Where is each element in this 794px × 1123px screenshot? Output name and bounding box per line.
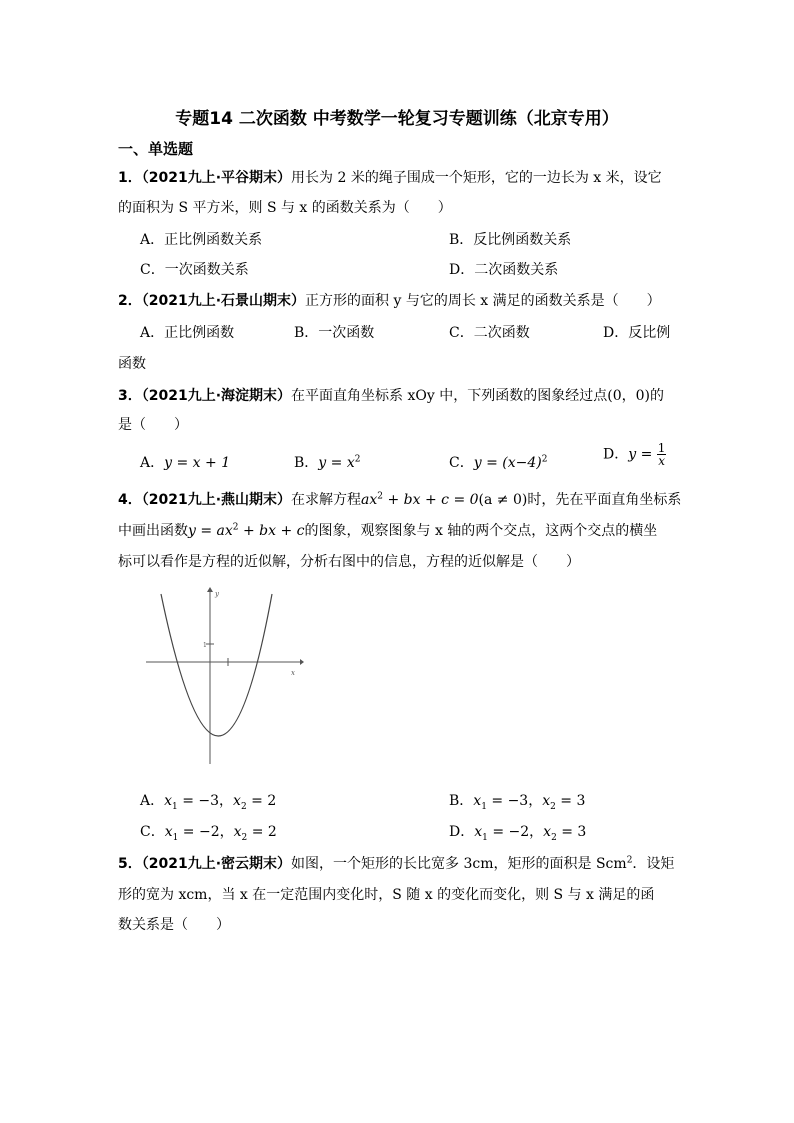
q4-option-d-sub1: 1 bbox=[482, 832, 488, 843]
q5-line1 bbox=[118, 853, 674, 873]
q4-option-c-label: C． bbox=[140, 824, 165, 840]
q4-option-d-label: D． bbox=[449, 824, 475, 840]
q3-line1 bbox=[118, 385, 664, 405]
q4-option-b-x1: x bbox=[473, 793, 482, 809]
q5-exp: 2 bbox=[626, 855, 633, 866]
q3-formula-c: y = (x−4) bbox=[473, 455, 542, 471]
q3-option-d bbox=[603, 442, 666, 467]
section-heading: 一、单选题 bbox=[118, 140, 194, 158]
q4-text1-post: 时，先在平面直角坐标系 bbox=[527, 492, 682, 508]
q4-option-a-label: A． bbox=[140, 793, 165, 809]
y-axis-arrow bbox=[207, 587, 213, 592]
q4-option-b-v1: = −3， bbox=[486, 793, 543, 809]
q4-option-a-v1: = −3， bbox=[177, 793, 234, 809]
y-unit-label: 1 bbox=[203, 642, 207, 649]
q2-source: （2021九上·石景山期末） bbox=[141, 293, 306, 309]
q3-option-a-label: A． bbox=[140, 455, 165, 471]
q4-line3: 标可以看作是方程的近似解，分析右图中的信息，方程的近似解是（ ） bbox=[118, 554, 580, 570]
q4-text1-pre: 在求解方程 bbox=[291, 492, 362, 508]
q2-line2: 函数 bbox=[118, 356, 146, 372]
q4-option-b-sub1: 1 bbox=[481, 801, 487, 812]
q2-text1: 正方形的面积 y 与它的周长 x 满足的函数关系是（ ） bbox=[305, 293, 661, 309]
q4-option-c bbox=[140, 821, 277, 841]
q3-option-a bbox=[140, 452, 230, 472]
q4-option-b-sub2: 2 bbox=[550, 801, 556, 812]
q3-formula-b: y = x bbox=[318, 455, 355, 471]
q4-option-d-x2: x bbox=[543, 824, 552, 840]
q1-text1: 用长为 2 米的绳子围成一个矩形，它的一边长为 x 米，设它 bbox=[291, 170, 662, 186]
q4-eq2b: + bx + c bbox=[238, 523, 305, 539]
q3-option-b-label: B． bbox=[294, 455, 319, 471]
q5-number: 5． bbox=[118, 856, 142, 872]
q4-option-a bbox=[140, 790, 276, 810]
q4-eq1b: + bx + c = 0 bbox=[383, 492, 479, 508]
q4-text2-pre: 中画出函数 bbox=[118, 523, 188, 539]
parabola-curve bbox=[161, 594, 272, 736]
q4-eq1c: (a ≠ 0) bbox=[478, 492, 528, 508]
q4-option-d bbox=[449, 821, 586, 841]
q4-option-b-label: B． bbox=[449, 793, 474, 809]
q3-text1: 在平面直角坐标系 xOy 中，下列函数的图象经过点(0，0)的 bbox=[291, 388, 664, 404]
q3-formula-a: y = x + 1 bbox=[164, 455, 231, 471]
q1-number: 1． bbox=[118, 170, 142, 186]
q3-line2: 是（ ） bbox=[118, 417, 188, 433]
q4-option-c-sub1: 1 bbox=[172, 832, 179, 843]
q3-fraction bbox=[657, 442, 667, 467]
q4-option-a-sub2: 2 bbox=[240, 801, 247, 812]
q5-line3: 数关系是（ ） bbox=[118, 917, 230, 933]
q1-line2: 的面积为 S 平方米，则 S 与 x 的函数关系为（ ） bbox=[118, 200, 452, 216]
q4-option-b-v2: = 3 bbox=[555, 793, 586, 809]
q3-source: （2021九上·海淀期末） bbox=[141, 388, 292, 404]
page-title: 专题14 二次函数 中考数学一轮复习专题训练（北京专用） bbox=[175, 109, 619, 129]
q4-eq2-exp: 2 bbox=[232, 522, 239, 533]
q2-option-a: A．正比例函数 bbox=[140, 325, 235, 341]
q4-source: （2021九上·燕山期末） bbox=[141, 492, 292, 508]
q3-formula-d: y = bbox=[628, 446, 653, 463]
q1-line1 bbox=[118, 167, 662, 187]
q4-option-a-x1: x bbox=[164, 793, 173, 809]
q4-option-c-sub2: 2 bbox=[241, 832, 248, 843]
q2-number: 2． bbox=[118, 293, 142, 309]
q2-line1 bbox=[118, 290, 661, 310]
y-axis-label: y bbox=[215, 590, 219, 598]
q2-option-c: C．二次函数 bbox=[449, 325, 530, 341]
x-axis-label: x bbox=[291, 669, 295, 677]
q1-option-a: A．正比例函数关系 bbox=[140, 232, 263, 248]
q3-frac-num: 1 bbox=[657, 441, 666, 455]
q2-option-d: D．反比例 bbox=[603, 325, 671, 341]
q4-option-d-v1: = −2， bbox=[487, 824, 544, 840]
q4-option-d-x1: x bbox=[474, 824, 483, 840]
q5-text1-pre: 如图，一个矩形的长比宽多 3cm，矩形的面积是 Scm bbox=[291, 856, 627, 872]
parabola-graph bbox=[144, 586, 304, 766]
q3-option-c bbox=[449, 452, 547, 472]
q4-number: 4． bbox=[118, 492, 142, 508]
q4-text2-post: 的图象，观察图象与 x 轴的两个交点，这两个交点的横坐 bbox=[304, 523, 658, 539]
q3-frac-den: x bbox=[658, 454, 665, 468]
q4-eq1: ax bbox=[361, 492, 378, 508]
q4-option-a-sub1: 1 bbox=[172, 801, 178, 812]
q4-option-a-v2: = 2 bbox=[246, 793, 277, 809]
q5-source: （2021九上·密云期末） bbox=[141, 856, 292, 872]
q4-eq2: y = ax bbox=[188, 523, 233, 539]
q3-option-d-label: D． bbox=[603, 446, 629, 463]
q1-option-c: C．一次函数关系 bbox=[140, 262, 249, 278]
q2-option-b: B．一次函数 bbox=[294, 325, 375, 341]
q4-eq1-exp: 2 bbox=[377, 491, 384, 502]
q1-source: （2021九上·平谷期末） bbox=[141, 170, 292, 186]
q3-number: 3． bbox=[118, 388, 142, 404]
q4-option-d-sub2: 2 bbox=[551, 832, 557, 843]
q4-option-c-v2: = 2 bbox=[247, 824, 277, 840]
q5-text1-post: ．设矩 bbox=[632, 856, 675, 872]
q4-option-c-v1: = −2， bbox=[178, 824, 234, 840]
q4-line1 bbox=[118, 489, 681, 509]
q1-option-b: B．反比例函数关系 bbox=[449, 232, 572, 248]
q3-exp-b: 2 bbox=[354, 454, 361, 465]
q4-option-b-x2: x bbox=[542, 793, 551, 809]
q3-option-b bbox=[294, 452, 360, 472]
x-axis-arrow bbox=[300, 659, 304, 665]
q3-exp-c: 2 bbox=[541, 454, 548, 465]
q4-option-d-v2: = 3 bbox=[556, 824, 587, 840]
q4-option-c-x2: x bbox=[233, 824, 242, 840]
q3-option-c-label: C． bbox=[449, 455, 474, 471]
q4-option-b bbox=[449, 790, 585, 810]
q4-option-c-x1: x bbox=[164, 824, 173, 840]
q1-option-d: D．二次函数关系 bbox=[449, 262, 559, 278]
q4-line2 bbox=[118, 520, 657, 540]
q5-line2: 形的宽为 xcm，当 x 在一定范围内变化时，S 随 x 的变化而变化，则 S 与 x 满足的函 bbox=[118, 887, 655, 903]
q4-option-a-x2: x bbox=[233, 793, 241, 809]
